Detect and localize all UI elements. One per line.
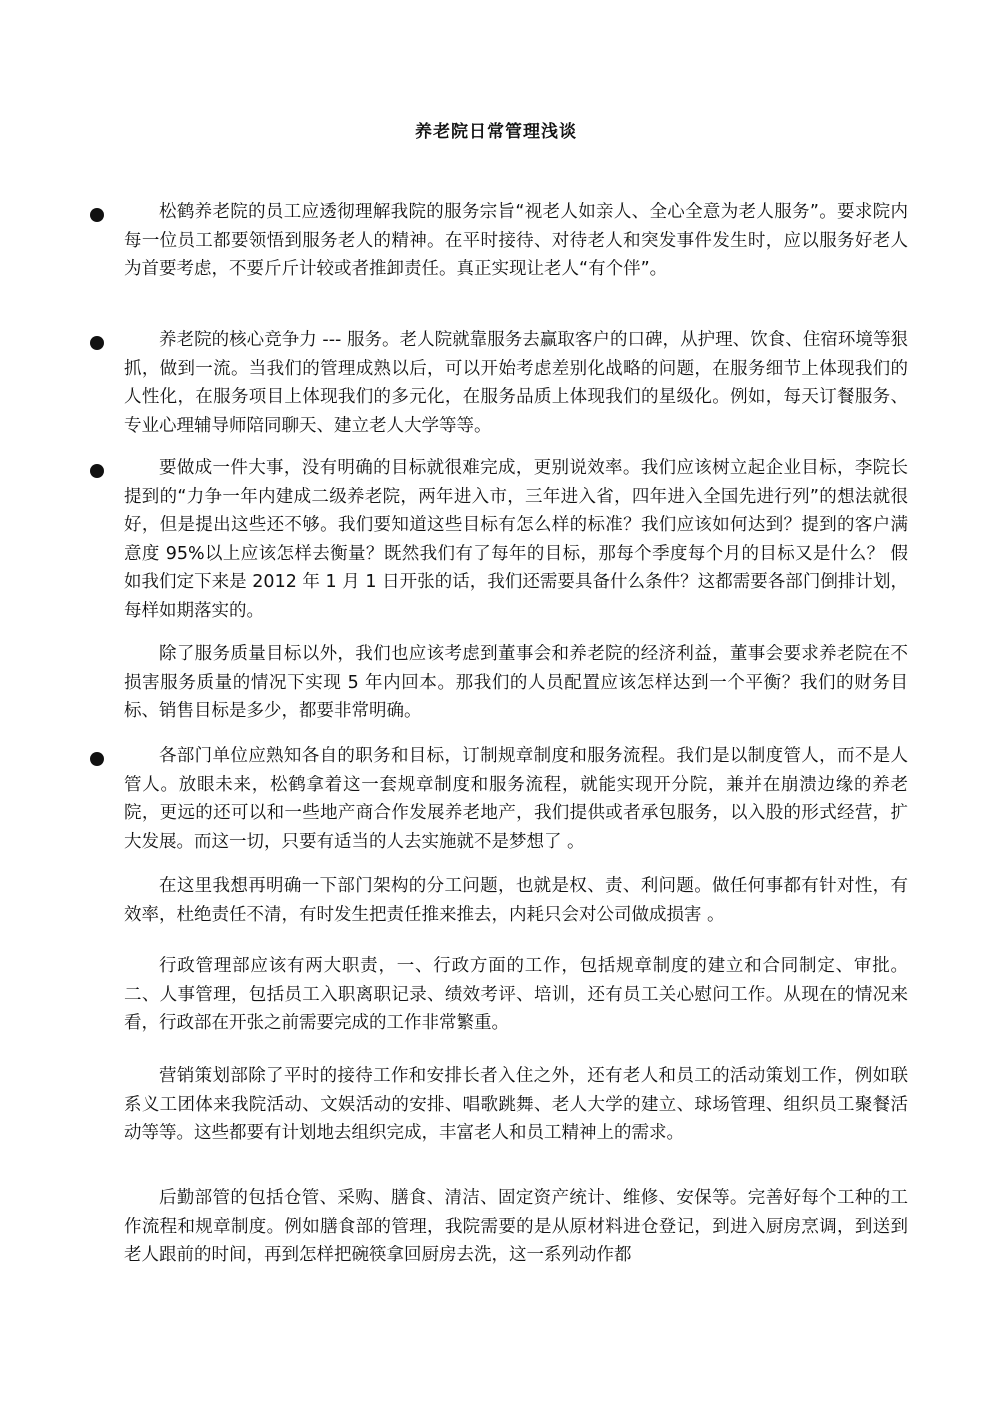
document-title: 养老院日常管理浅谈 <box>415 122 577 142</box>
paragraph-service-purpose: 松鹤养老院的员工应透彻理解我院的服务宗旨“视老人如亲人、全心全意为老人服务”。要求院内每一位员工都要领悟到服务老人的精神。在平时接待、对待老人和突发事件发生时，应以服务好老人为首要考虑，不要斤斤计较或者推卸责任。真正实现让老人“有个伴”。 <box>124 202 908 279</box>
paragraph-core-competitiveness: 养老院的核心竞争力 --- 服务。老人院就靠服务去赢取客户的口碑，从护理、饮食、住宿环境等狠抓，做到一流。当我们的管理成熟以后，可以开始考虑差别化战略的问题，在服务细节上体现我们的人性化，在服务项目上体现我们的多元化，在服务品质上体现我们的星级化。例如，每天订餐服务、专业心理辅导师陪同聊天、建立老人大学等等。 <box>124 330 908 436</box>
paragraph-admin-department: 行政管理部应该有两大职责，一、行政方面的工作，包括规章制度的建立和合同制定、审批。二、人事管理，包括员工入职离职记录、绩效考评、培训，还有员工关心慰问工作。从现在的情况来看，行政部在开张之前需要完成的工作非常繁重。 <box>124 956 908 1033</box>
bullet-point-icon <box>90 208 104 222</box>
paragraph-economic-goals: 除了服务质量目标以外，我们也应该考虑到董事会和养老院的经济利益，董事会要求养老院在不损害服务质量的情况下实现 5 年内回本。那我们的人员配置应该怎样达到一个平衡？我们的财务目标、销售目标是多少，都要非常明确。 <box>124 644 908 721</box>
paragraph-org-structure: 在这里我想再明确一下部门架构的分工问题，也就是权、责、利问题。做任何事都有针对性，有效率，杜绝责任不清，有时发生把责任推来推去，内耗只会对公司做成损害 。 <box>124 876 908 925</box>
paragraph-marketing-department: 营销策划部除了平时的接待工作和安排长者入住之外，还有老人和员工的活动策划工作，例如联系义工团体来我院活动、文娱活动的安排、唱歌跳舞、老人大学的建立、球场管理、组织员工聚餐活动等等。这些都要有计划地去组织完成，丰富老人和员工精神上的需求。 <box>124 1066 908 1143</box>
bullet-point-icon <box>90 464 104 478</box>
paragraph-department-duties: 各部门单位应熟知各自的职务和目标，订制规章制度和服务流程。我们是以制度管人，而不是人管人。放眼未来，松鹤拿着这一套规章制度和服务流程，就能实现开分院，兼并在崩溃边缘的养老院，更远的还可以和一些地产商合作发展养老地产，我们提供或者承包服务，以入股的形式经营，扩大发展。而这一切，只要有适当的人去实施就不是梦想了 。 <box>124 746 908 852</box>
paragraph-goals: 要做成一件大事，没有明确的目标就很难完成，更别说效率。我们应该树立起企业目标，李院长提到的“力争一年内建成二级养老院，两年进入市，三年进入省，四年进入全国先进行列”的想法就很好，但是提出这些还不够。我们要知道这些目标有怎么样的标准？我们应该如何达到？提到的客户满意度 95%以上应该怎样去衡量？既然我们有了每年的目标，那每个季度每个月的目标又是什么？ 假如我们定下来是 2012 年 1 月 1 日开张的话，我们还需要具备什么条件？这都需要各部门倒排计划，每样如期落实的。 <box>124 458 908 621</box>
bullet-point-icon <box>90 336 104 350</box>
bullet-point-icon <box>90 752 104 766</box>
paragraph-logistics-department: 后勤部管的包括仓管、采购、膳食、清洁、固定资产统计、维修、安保等。完善好每个工种的工作流程和规章制度。例如膳食部的管理，我院需要的是从原材料进仓登记，到进入厨房烹调，到送到老人跟前的时间，再到怎样把碗筷拿回厨房去洗，这一系列动作都 <box>124 1188 908 1265</box>
